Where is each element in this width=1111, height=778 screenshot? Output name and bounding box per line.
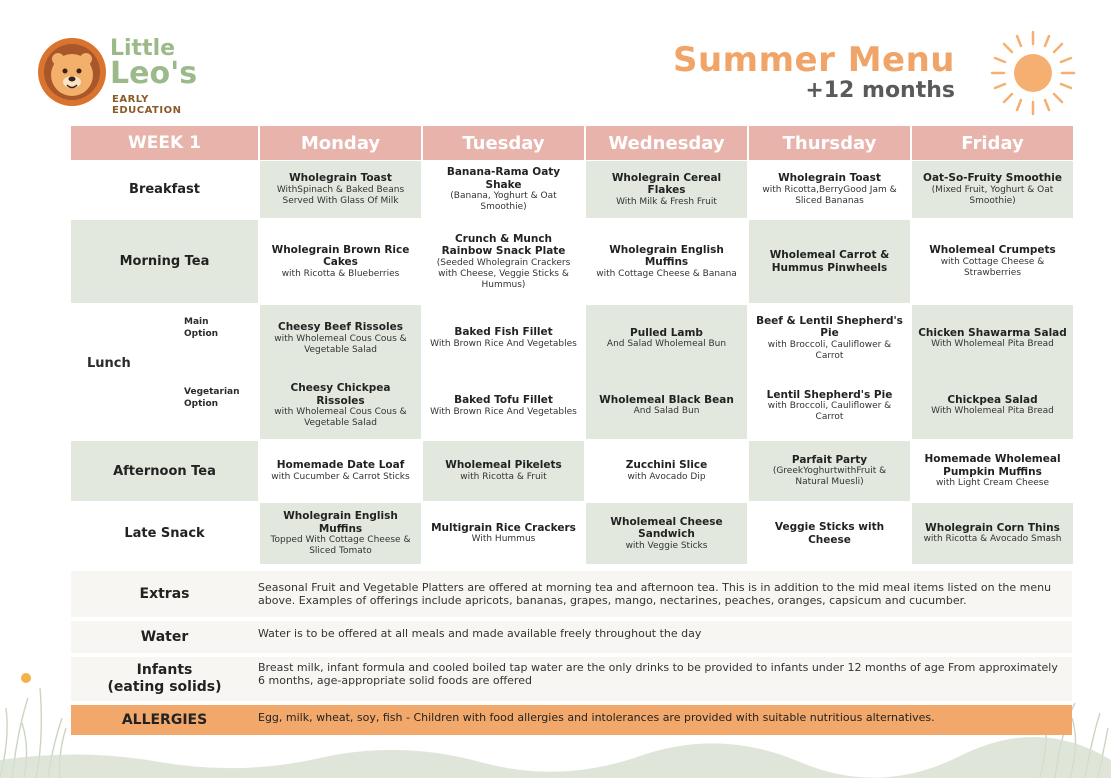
menu-cell (912, 161, 1073, 218)
dish-desc: (Banana, Yoghurt & Oat Smoothie) (450, 191, 557, 212)
dish-desc: with Ricotta & Fruit (460, 471, 547, 482)
day-header-monday: Monday (260, 126, 421, 160)
dish-desc: with Ricotta & Avocado Smash (923, 534, 1062, 545)
brand-line2: Leo's (110, 56, 198, 91)
menu-cell (912, 441, 1073, 501)
dish-name: Homemade Wholemeal Pumpkin Muffins (924, 453, 1061, 478)
row-label-morning-tea: Morning Tea (71, 220, 258, 303)
menu-cell (586, 305, 747, 372)
main-option-label: Main Option (184, 317, 219, 339)
menu-cell (423, 441, 584, 501)
dish-name: Zucchini Slice (625, 459, 708, 472)
dish-name: Veggie Sticks with Cheese (774, 521, 885, 546)
allergies-row (71, 705, 1072, 735)
row-label-afternoon-tea: Afternoon Tea (71, 441, 258, 501)
dish-name: Beef & Lentil Shepherd's Pie (756, 314, 903, 339)
row-label-lunch: Lunch (87, 356, 131, 371)
menu-cell (260, 161, 421, 218)
menu-cell (260, 372, 421, 439)
menu-cell (423, 305, 584, 371)
dish-desc: And Salad Bun (633, 406, 700, 417)
menu-cell (586, 503, 747, 564)
dish-desc: (GreekYoghurtwithFruit & Natural Muesli) (772, 466, 887, 488)
day-header-friday: Friday (912, 126, 1073, 160)
dish-desc: With Wholemeal Pita Bread (931, 406, 1054, 417)
menu-cell (260, 503, 421, 564)
menu-cell (586, 441, 747, 501)
dish-desc: with Wholemeal Cous Cous & Vegetable Salad (274, 407, 407, 428)
dish-name: Parfait Party (791, 453, 868, 466)
infants-label-line1: Infants (136, 662, 193, 678)
dish-name: Wholegrain Corn Thins (925, 521, 1060, 534)
vegetarian-option-label: Vegetarian Option (184, 387, 240, 409)
dish-name: Crunch & Munch Rainbow Snack Plate (441, 232, 566, 257)
menu-cell (586, 161, 747, 218)
menu-cell (260, 220, 421, 303)
dish-name: Wholegrain English Muffins (609, 243, 724, 268)
dish-name: Wholemeal Crumpets (929, 244, 1056, 257)
dish-desc: with Broccoli, Cauliflower & Carrot (767, 401, 892, 423)
dish-name: Pulled Lamb (630, 326, 703, 339)
menu-cell (749, 220, 910, 303)
dish-name: Wholegrain English Muffins (283, 510, 398, 535)
dish-name: Cheesy Chickpea Rissoles (290, 382, 391, 407)
dish-desc: with Broccoli, Cauliflower & Carrot (767, 339, 892, 361)
dish-desc: with Ricotta,BerryGood Jam & Sliced Bananas (762, 184, 897, 206)
age-subtitle: +12 months (805, 78, 955, 103)
sun-icon (985, 28, 1081, 118)
dish-name: Banana-Rama Oaty Shake (446, 166, 561, 191)
menu-cell (749, 441, 910, 501)
dish-name: Multigrain Rice Crackers (431, 521, 576, 534)
dish-desc: With Hummus (471, 534, 536, 545)
menu-cell (749, 305, 910, 371)
day-header-thursday: Thursday (749, 126, 910, 160)
menu-cell (260, 305, 421, 372)
dish-name: Baked Fish Fillet (454, 326, 553, 339)
dish-name: Wholemeal Black Bean (599, 393, 734, 406)
dish-name: Wholegrain Toast (778, 172, 881, 185)
allergies-text: Egg, milk, wheat, soy, fish - Children with food allergies and intolerances are provided with suitable nutritious alternatives. (258, 710, 935, 724)
week-header: WEEK 1 (71, 126, 258, 160)
dish-name: Wholemeal Carrot & Hummus Pinwheels (769, 249, 890, 274)
dish-desc: With Wholemeal Pita Bread (931, 339, 1054, 350)
menu-cell (423, 503, 584, 564)
menu-cell (586, 220, 747, 303)
row-label-late-snack: Late Snack (124, 526, 205, 541)
menu-cell (912, 503, 1073, 564)
water-text: Water is to be offered at all meals and made available freely throughout the day (258, 626, 702, 640)
dish-desc: with Avocado Dip (627, 471, 706, 482)
dish-name: Cheesy Beef Rissoles (277, 321, 403, 334)
infants-label-line2: (eating solids) (107, 679, 222, 695)
dish-desc: with Light Cream Cheese (935, 478, 1050, 488)
menu-cell (423, 161, 584, 218)
dish-desc: With Brown Rice And Vegetables (430, 338, 577, 349)
page-title: Summer Menu (672, 40, 955, 80)
dish-name: Wholegrain Brown Rice Cakes (271, 243, 410, 268)
infants-label (71, 662, 258, 696)
dish-name: Baked Tofu Fillet (454, 394, 553, 407)
dish-name: Wholemeal Pikelets (445, 459, 562, 472)
dish-desc: with Cucumber & Carrot Sticks (271, 471, 410, 482)
day-header-wednesday: Wednesday (586, 126, 747, 160)
dish-name: Homemade Date Loaf (276, 459, 405, 472)
dish-desc: And Salad Wholemeal Bun (606, 339, 727, 350)
menu-cell (260, 441, 421, 501)
brand-logo (36, 36, 216, 116)
dish-desc: with Cottage Cheese & Banana (596, 268, 737, 279)
dish-desc: with Veggie Sticks (625, 540, 708, 551)
menu-cell (912, 372, 1073, 439)
menu-cell (749, 503, 910, 564)
menu-header (672, 28, 1081, 118)
dish-name: Wholemeal Cheese Sandwich (610, 515, 723, 540)
menu-cell (749, 373, 910, 439)
dish-name: Chicken Shawarma Salad (918, 326, 1067, 339)
menu-cell (423, 220, 584, 303)
water-row (71, 621, 1072, 653)
dish-desc: With Milk & Fresh Fruit (616, 196, 717, 207)
dish-name: Wholegrain Cereal Flakes (611, 171, 722, 196)
dish-name: Chickpea Salad (947, 393, 1038, 406)
dish-desc: WithSpinach & Baked Beans Served With Glass Of Milk (276, 184, 405, 206)
extras-label: Extras (139, 585, 190, 602)
menu-cell (423, 373, 584, 439)
menu-cell (912, 220, 1073, 303)
dish-desc: (Mixed Fruit, Yoghurt & Oat Smoothie) (931, 184, 1054, 206)
extras-row (71, 571, 1072, 617)
dish-name: Oat-So-Fruity Smoothie (923, 172, 1062, 185)
infants-row (71, 657, 1072, 701)
water-label: Water (140, 628, 189, 645)
dish-desc: with Ricotta & Blueberries (281, 268, 400, 279)
brand-line1: Little (110, 36, 176, 61)
dish-desc: (Seeded Wholegrain Crackers with Cheese, Veggie Sticks & Hummus) (436, 257, 571, 290)
extras-text: Seasonal Fruit and Vegetable Platters are offered at morning tea and afternoon tea. This is in addition to the mid meal items listed on the menu above. Examples of offerings include apricots, bananas, grapes, mango, nectarines, peaches, oranges, capsicum and cucumber. (258, 581, 1052, 607)
menu-cell (912, 305, 1073, 372)
menu-table (71, 126, 1072, 565)
infants-text: Breast milk, infant formula and cooled boiled tap water are the only drinks to be provided to infants under 12 months of age From approximately 6 months, age-appropriate solid foods are offered (258, 661, 1058, 687)
brand-tagline: EARLY EDUCATION (112, 94, 182, 116)
row-label-lunch-group (71, 304, 258, 440)
dish-desc: Topped With Cottage Cheese & Sliced Tomato (270, 535, 411, 556)
allergies-label: ALLERGIES (121, 711, 208, 728)
menu-cell (586, 372, 747, 439)
menu-cell (749, 161, 910, 218)
dish-desc: with Wholemeal Cous Cous & Vegetable Salad (274, 333, 407, 355)
dish-name: Lentil Shepherd's Pie (766, 388, 893, 401)
dish-name: Wholegrain Toast (289, 172, 392, 185)
day-header-tuesday: Tuesday (423, 126, 584, 160)
dish-desc: With Brown Rice And Vegetables (430, 406, 577, 417)
dish-desc: with Cottage Cheese & Strawberries (940, 256, 1045, 278)
row-label-breakfast: Breakfast (129, 182, 200, 197)
